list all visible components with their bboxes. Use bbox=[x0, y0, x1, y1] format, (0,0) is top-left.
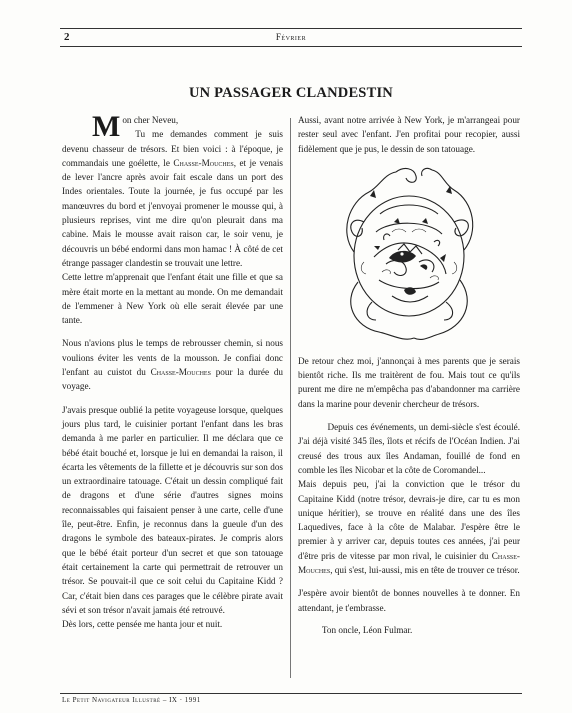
footer-text: Le Petit Navigateur Illustré – IX · 1991 bbox=[62, 696, 201, 704]
paragraph-text: Nous n'avions plus le temps de rebrousser chemin, si nous voulions éviter les vents de la mousson. Je confiai donc l'enfant au cuistot du bbox=[62, 338, 283, 378]
paragraph: Aussi, avant notre arrivée à New York, je m'arrangeai pour rester seul avec l'enfant. J'en profitai pour recopier, aussi fidèlement que je pus, le dessin de son tatouage. bbox=[298, 115, 520, 154]
paragraph-text: , et je venais de lever l'ancre après avoir fait escale dans un port des Indes orientales. Toute la journée, je fus occupé par les manœuvres du bord et j'envoyai promener le mousse qui, à plusieurs reprises, vint me dire qu'on pleurait dans ma cabine. Mais le mousse avait raison car, le soir venu, je découvris un bébé endormi dans mon hamac ! À côté de cet étrange passager clandestin se trouvait une lettre. bbox=[62, 157, 284, 268]
paragraph bbox=[298, 477, 520, 577]
ship-name: Chasse-Mouches bbox=[150, 367, 211, 378]
footer-rule bbox=[60, 693, 522, 694]
paragraph: J'avais presque oublié la petite voyageuse lorsque, quelques jours plus tard, le cuisinier portant l'enfant dans les bras demanda à me parler en particulier. Il me déclara que ce bébé était bouché et, lorsque je lui en demandai la raison, il écarta les vêtements de la fillette et je découvris sur son dos un extraordinaire tatouage. C'était un dessin compliqué fait de dragons et d'une série d'autres signes moins reconnaissables qui faisaient penser à une carte, celle d'une île, peut-être. Enfin, je reconnus dans la gueule d'un des dragons le symbole des bateaux-pirates. Je compris alors que le bébé était porteur d'un secret et que son tatouage était certainement la carte qui permettrait de retrouver un trésor. Se pouvait-il que ce soit celui du Capitaine Kidd ? Car, c'était bien dans ces parages que le célèbre pirate avait sévi et son trésor n'avait jamais été retrouvé. bbox=[62, 404, 283, 615]
paragraph-text: , qui s'est, lui-aussi, mis en tête de trouver ce trésor. bbox=[330, 565, 520, 576]
paragraph: J'espère avoir bientôt de bonnes nouvelles à te donner. En attendant, je t'embrasse. bbox=[298, 588, 520, 613]
paragraph: Depuis ces événements, un demi-siècle s'est écoulé. J'ai déjà visité 345 îles, îlots et récifs de l'Océan Indien. J'ai creusé des trous aux îles Andaman, fouillé de fond en comble les îles Nicobar et la côte de Coromandel... bbox=[298, 422, 520, 475]
article-title: UN PASSAGER CLANDESTIN bbox=[189, 85, 393, 101]
paragraph: De retour chez moi, j'annonçai à mes parents que je serais bientôt riche. Ils me traitèrent de fou. Mais tout ce qu'ils purent me dire ne m'empêcha pas d'abandonner ma carrière dans la marine pour devenir chercheur de trésors. bbox=[298, 355, 520, 409]
salutation: on cher Neveu, bbox=[122, 115, 179, 125]
header-rule-bottom bbox=[60, 46, 522, 47]
paragraph-text: Tu me demandes comment je suis devenu chasseur de trésors. Et bien voici : à l'époque, je commandais une goélette, le bbox=[62, 129, 283, 168]
paragraph: Dès lors, cette pensée me hanta jour et nuit. bbox=[62, 619, 223, 630]
running-head: Février bbox=[275, 32, 307, 42]
paragraph bbox=[62, 127, 283, 270]
salutation-line bbox=[62, 110, 283, 143]
drop-cap: M bbox=[92, 110, 121, 143]
signature: Ton oncle, Léon Fulmar. bbox=[321, 624, 413, 635]
ship-name: Chasse-Mouches bbox=[173, 157, 234, 168]
header-rule-top bbox=[60, 28, 522, 29]
paragraph-text: Mais depuis peu, j'ai la conviction que le trésor du Capitaine Kidd (notre trésor, devrais-je dire, car tu es mon unique héritier), se trouve en réalité dans une des îles Laquedives, face à la côte de Malabar. J'espère être le premier à y arriver car, depuis toutes ces années, j'ai peur d'être pris de vitesse par mon rival, le cuisinier du bbox=[298, 479, 520, 561]
paragraph bbox=[62, 336, 283, 393]
paragraph: Cette lettre m'apprenait que l'enfant était une fille et que sa mère était morte en la mettant au monde. On me demandait de l'emmener à New York où elle serait élevée par une tante. bbox=[62, 272, 283, 326]
ship-name: Chasse-Mouches bbox=[298, 550, 520, 576]
page-number: 2 bbox=[64, 31, 70, 43]
dragon-tattoo-illustration bbox=[334, 162, 484, 346]
paragraph-text: pour la durée du voyage. bbox=[62, 367, 284, 392]
right-column bbox=[298, 113, 520, 637]
left-column bbox=[62, 110, 284, 631]
column-divider bbox=[290, 118, 291, 678]
